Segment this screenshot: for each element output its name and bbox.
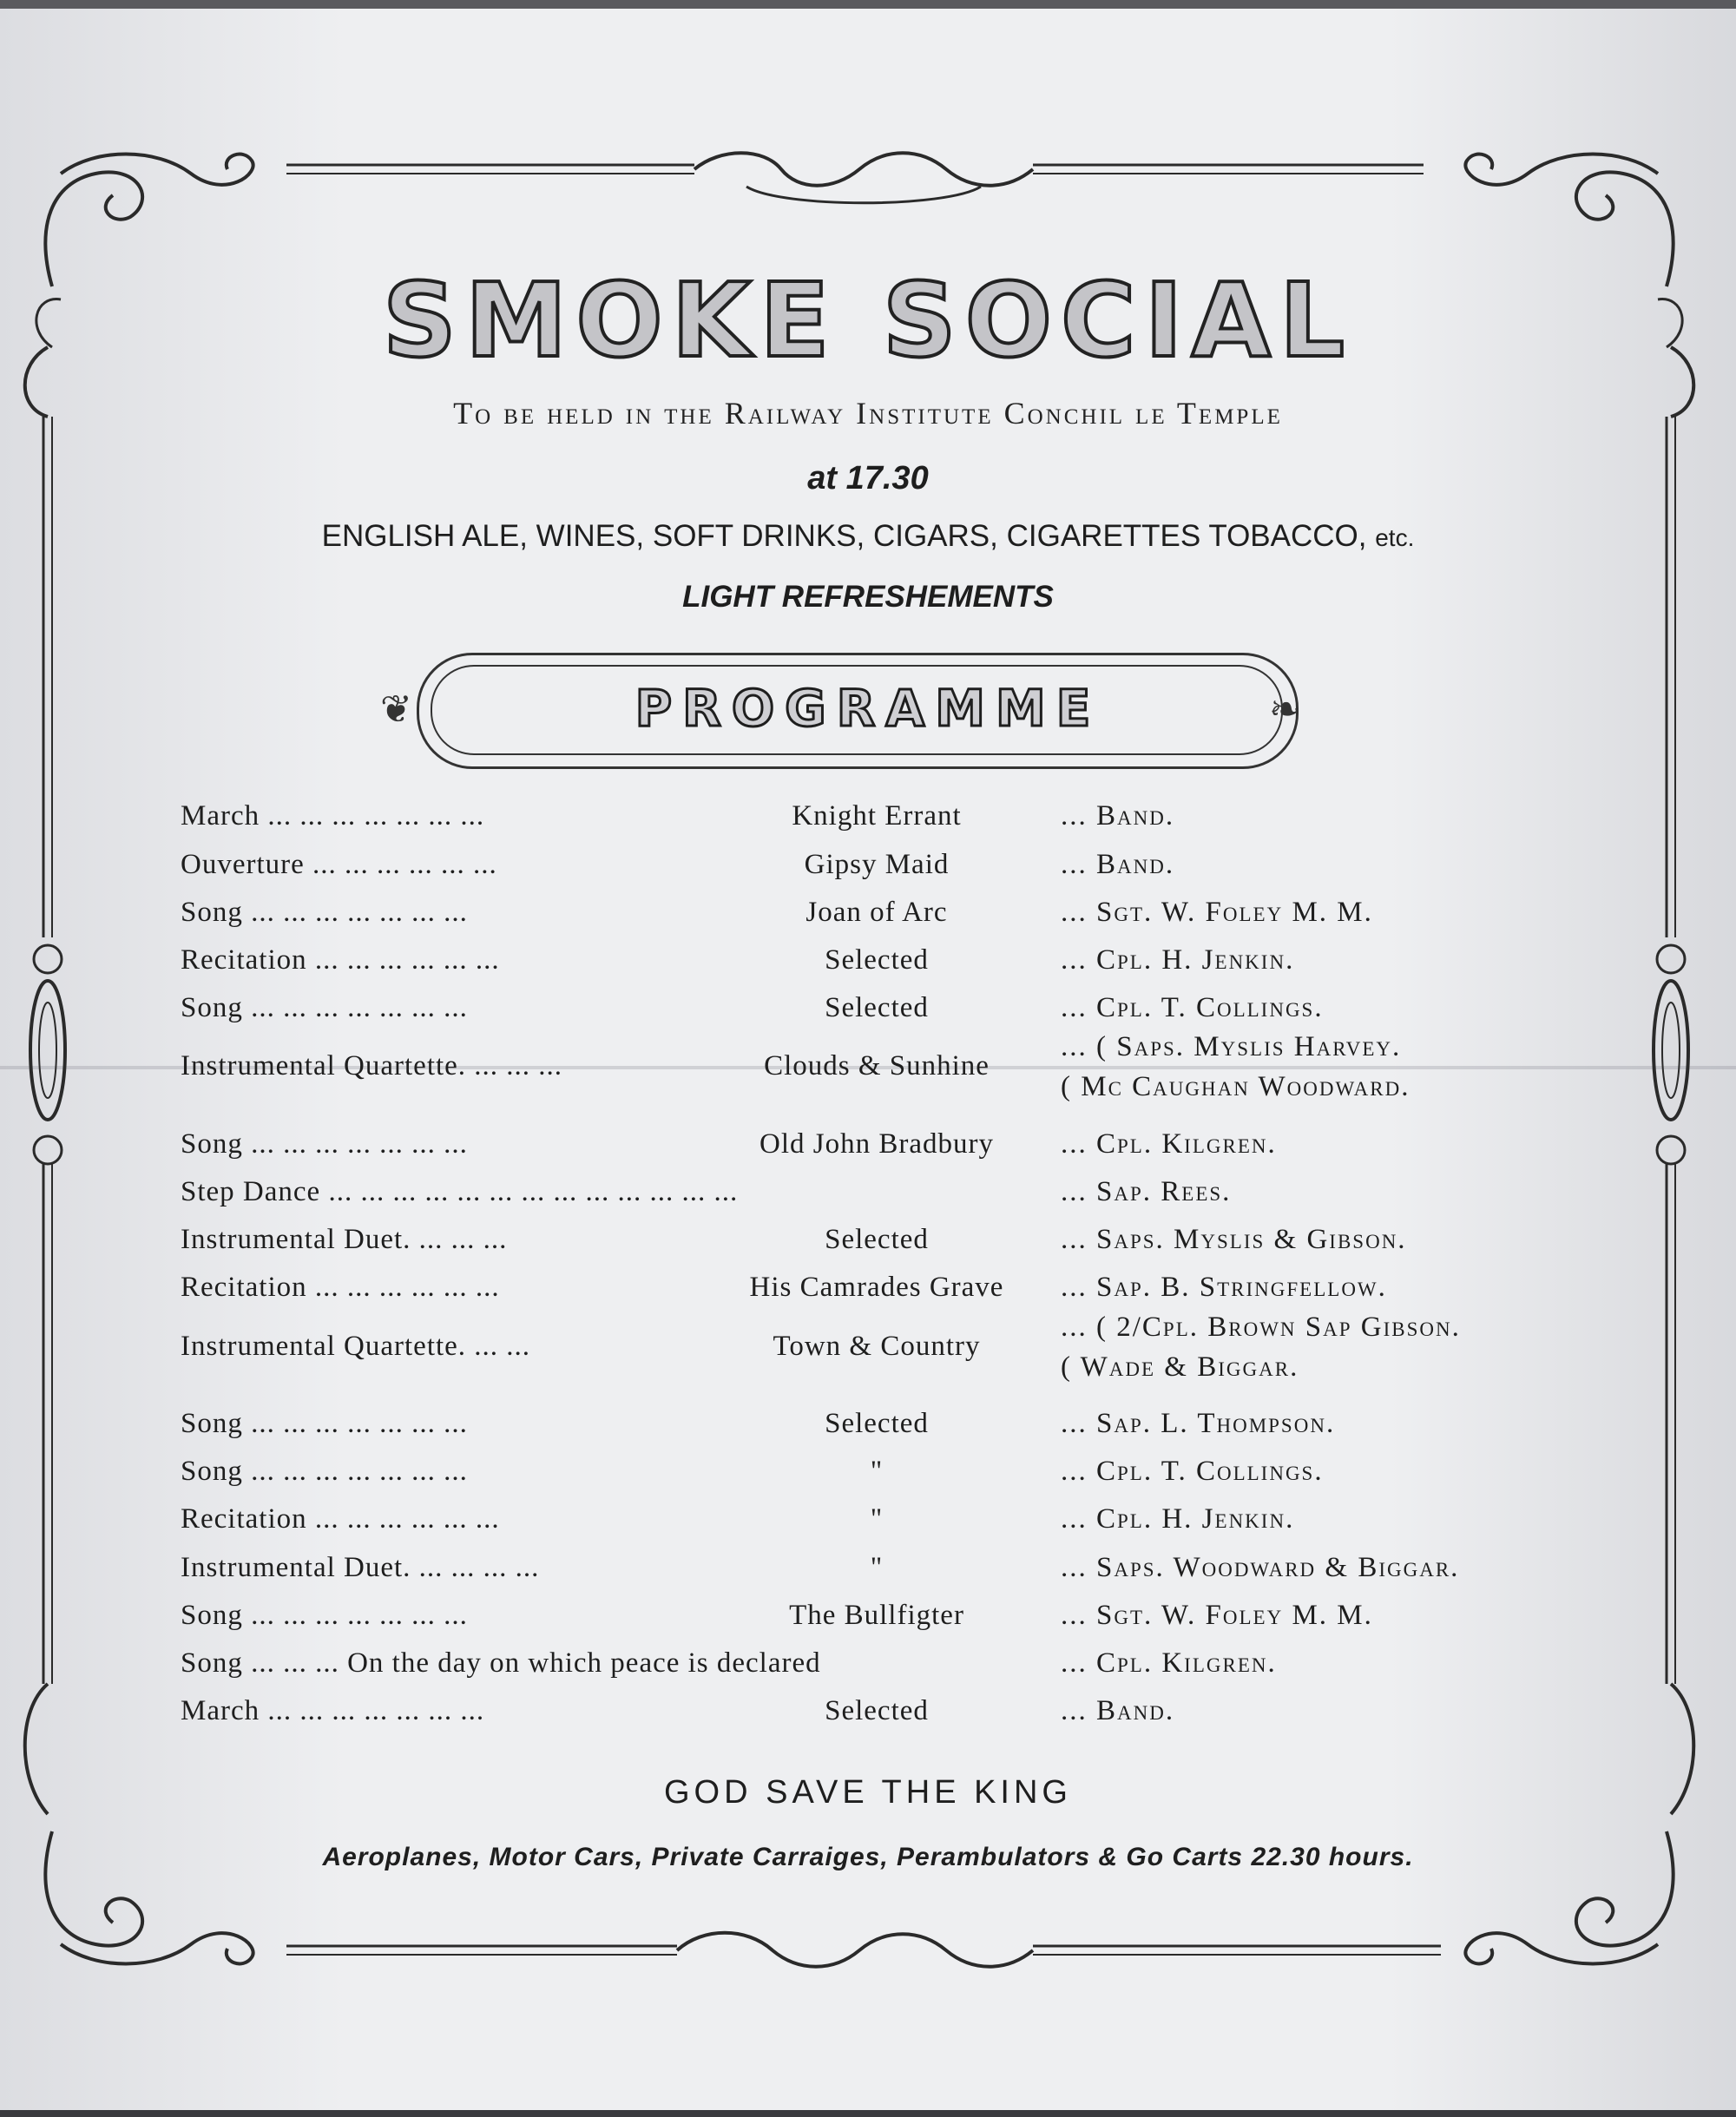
programme-work: Selected xyxy=(825,1695,929,1726)
programme-performer: ... Band. xyxy=(1061,849,1175,880)
programme-performer: ... Saps. Woodward & Biggar. xyxy=(1061,1552,1460,1583)
programme-work: Old John Bradbury xyxy=(760,1128,994,1160)
anthem-line: GOD SAVE THE KING xyxy=(663,1774,1072,1811)
programme-item: Recitation ... ... ... ... ... ... xyxy=(181,1503,500,1535)
programme-item: Recitation ... ... ... ... ... ... xyxy=(181,1272,500,1303)
programme-performer: ... Cpl. T. Collings. xyxy=(1061,1456,1324,1487)
programme-performer: ... Sap. Rees. xyxy=(1061,1176,1232,1207)
programme-work: Selected xyxy=(825,1408,929,1439)
programme-work: Knight Errant xyxy=(792,800,962,832)
programme-performer: ... ( Saps. Myslis Harvey. xyxy=(1061,1031,1402,1062)
programme-row xyxy=(0,1600,1736,1634)
programme-item: Step Dance ... ... ... ... ... ... ... ... ... ... ... ... ... xyxy=(181,1176,739,1207)
programme-item: Ouverture ... ... ... ... ... ... xyxy=(181,849,497,880)
programme-row xyxy=(0,897,1736,931)
programme-item: Instrumental Quartette. ... ... ... xyxy=(181,1050,563,1082)
drinks-text: ENGLISH ALE, WINES, SOFT DRINKS, CIGARS, CIGARETTES TOBACCO, xyxy=(321,519,1367,553)
programme-performer: ... Band. xyxy=(1061,800,1175,832)
left-flourish-icon: ❦ xyxy=(380,687,412,732)
programme-heading: PROGRAMME xyxy=(635,679,1101,738)
programme-performer: ... Sap. B. Stringfellow. xyxy=(1061,1272,1387,1303)
programme-performer: ... Cpl. Kilgren. xyxy=(1061,1128,1277,1160)
programme-row xyxy=(0,1503,1736,1538)
programme-row xyxy=(0,1176,1736,1211)
programme-item: Song ... ... ... ... ... ... ... xyxy=(181,1408,468,1439)
programme-performer: ... Sgt. W. Foley M. M. xyxy=(1061,897,1373,928)
programme-item: Song ... ... ... On the day on which peace is declared xyxy=(181,1647,821,1679)
programme-row xyxy=(0,1408,1736,1443)
programme-work: Selected xyxy=(825,1224,929,1255)
programme-item: Instrumental Duet. ... ... ... ... xyxy=(181,1552,540,1583)
programme-row xyxy=(0,1128,1736,1163)
right-flourish-icon: ❧ xyxy=(1269,687,1301,732)
programme-row xyxy=(0,944,1736,979)
programme-performer: ... Band. xyxy=(1061,1695,1175,1726)
programme-work: " xyxy=(870,1503,884,1535)
programme-work: His Camrades Grave xyxy=(749,1272,1004,1303)
programme-performer-line2: ( Wade & Biggar. xyxy=(1061,1351,1299,1383)
programme-row xyxy=(0,1456,1736,1490)
programme-work: Joan of Arc xyxy=(806,897,948,928)
drinks-etc: etc. xyxy=(1375,524,1415,551)
programme-item: Recitation ... ... ... ... ... ... xyxy=(181,944,500,976)
programme-work: Gipsy Maid xyxy=(804,849,950,880)
programme-item: Instrumental Duet. ... ... ... xyxy=(181,1224,508,1255)
programme-item: March ... ... ... ... ... ... ... xyxy=(181,1695,485,1726)
programme-item: Song ... ... ... ... ... ... ... xyxy=(181,1456,468,1487)
programme-row xyxy=(0,1312,1736,1383)
programme-work: Clouds & Sunhine xyxy=(764,1050,990,1082)
event-title: SMOKE SOCIAL xyxy=(382,260,1354,380)
programme-row xyxy=(0,1647,1736,1682)
programme-work: " xyxy=(870,1456,884,1487)
programme-performer: ... Cpl. Kilgren. xyxy=(1061,1647,1277,1679)
programme-work: The Bullfigter xyxy=(789,1600,964,1631)
programme-item: March ... ... ... ... ... ... ... xyxy=(181,800,485,832)
programme-row xyxy=(0,849,1736,884)
programme-work: Town & Country xyxy=(773,1331,981,1362)
footer-note: Aeroplanes, Motor Cars, Private Carraiges, Perambulators & Go Carts 22.30 hours. xyxy=(322,1843,1414,1871)
refreshments-line: LIGHT REFRESHEMENTS xyxy=(682,580,1054,614)
programme-row xyxy=(0,1272,1736,1306)
programme-item: Instrumental Quartette. ... ... xyxy=(181,1331,531,1362)
programme-row xyxy=(0,1031,1736,1102)
programme-work: Selected xyxy=(825,992,929,1023)
programme-work: " xyxy=(870,1552,884,1583)
programme-performer: ... Sap. L. Thompson. xyxy=(1061,1408,1336,1439)
programme-item: Song ... ... ... ... ... ... ... xyxy=(181,1128,468,1160)
programme-performer: ... Sgt. W. Foley M. M. xyxy=(1061,1600,1373,1631)
programme-work: Selected xyxy=(825,944,929,976)
programme-performer-line2: ( Mc Caughan Woodward. xyxy=(1061,1071,1410,1102)
programme-performer: ... ( 2/Cpl. Brown Sap Gibson. xyxy=(1061,1312,1461,1343)
programme-performer: ... Cpl. H. Jenkin. xyxy=(1061,944,1295,976)
programme-item: Song ... ... ... ... ... ... ... xyxy=(181,992,468,1023)
start-time: at 17.30 xyxy=(807,460,929,496)
programme-row xyxy=(0,1552,1736,1587)
programme-performer: ... Cpl. H. Jenkin. xyxy=(1061,1503,1295,1535)
programme-row xyxy=(0,1224,1736,1259)
programme-item: Song ... ... ... ... ... ... ... xyxy=(181,1600,468,1631)
venue-line: To be held in the Railway Institute Conchil le Temple xyxy=(453,396,1283,431)
programme-performer: ... Saps. Myslis & Gibson. xyxy=(1061,1224,1407,1255)
programme-item: Song ... ... ... ... ... ... ... xyxy=(181,897,468,928)
programme-row xyxy=(0,992,1736,1027)
programme-performer: ... Cpl. T. Collings. xyxy=(1061,992,1324,1023)
programme-row xyxy=(0,1695,1736,1730)
programme-row xyxy=(0,800,1736,835)
